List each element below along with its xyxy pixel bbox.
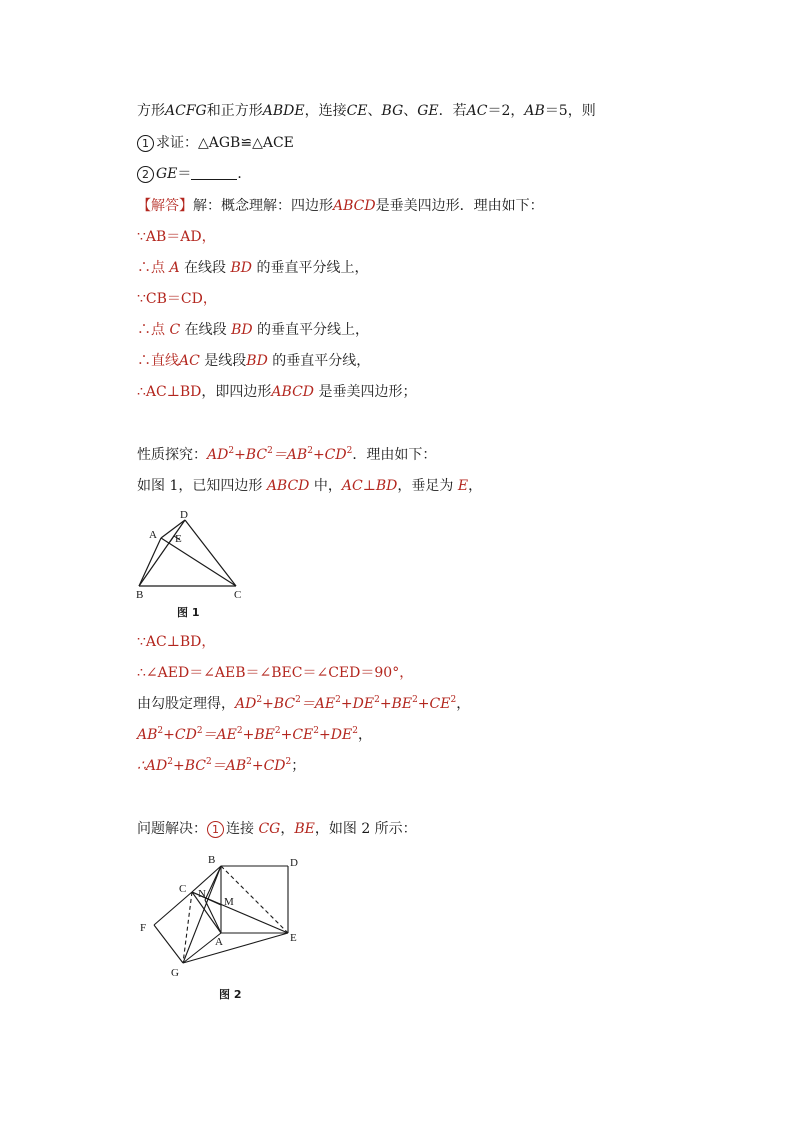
text: 是垂美四边形．理由如下： [375,198,544,214]
text: AB [137,727,158,743]
exponent: 2 [374,695,380,705]
solution-step-3 [137,289,217,309]
label-n: N [198,888,206,900]
problem-line-1 [137,101,596,121]
text: BD [230,260,252,276]
text: +CD [163,727,197,743]
text: 求证：△AGB≌△ACE [156,135,294,151]
text: AB [524,103,545,119]
reason-4 [137,725,372,745]
exponent: 2 [307,446,313,456]
exponent: 2 [450,695,457,705]
exponent: 2 [196,726,203,736]
text: BD [231,322,253,338]
text: AD [235,696,257,712]
solution-step-4 [137,320,369,340]
figure-1 [130,505,260,625]
exponent: 2 [313,726,320,736]
text: +CE [280,727,314,743]
answer-blank [191,165,237,180]
text: 连接 [226,821,254,837]
label-e: E [175,533,182,545]
text: 和正方形 [206,103,263,119]
text: ABCD [271,384,315,400]
text: ACFG [165,103,207,119]
text: ，连接 [304,103,347,119]
text: 解：概念理解：四边形 [193,198,333,214]
text: AC⊥BD [341,478,398,494]
text: C [169,322,181,338]
text: ∵AB＝AD， [137,229,216,245]
text: AC [466,103,488,119]
exponent: 2 [267,446,273,456]
text: 方形 [137,103,165,119]
text: ∴直线 [137,353,179,369]
segment-dc [185,520,236,586]
reason-3 [137,694,470,714]
text: ，垂足为 [397,478,454,494]
exponent: 2 [285,757,292,767]
answer-tag: 【解答】 [137,198,193,214]
circled-number: 2 [137,166,154,183]
text: ∵CB＝CD， [137,291,217,307]
label-m: M [224,896,234,908]
label-d: D [290,857,298,869]
exponent: 2 [412,695,418,705]
text: CG [258,821,281,837]
text: ∴AC⊥BD [137,384,202,400]
text: 是线段 [204,353,247,369]
label-b: B [208,854,216,866]
text: BG [381,103,404,119]
text: +BE [379,696,413,712]
text: GE [417,103,439,119]
solution-intro [137,196,544,216]
text: ＝5，则 [544,103,596,119]
text: +BC [172,758,206,774]
text: ＝AE [202,727,237,743]
text: BE [294,821,315,837]
text: ＝AB [272,447,308,463]
label-e: E [290,932,297,944]
text: 中， [313,478,342,494]
question-1 [137,133,294,153]
text: CE [346,103,368,119]
segment-ba [139,538,161,586]
label-a: A [215,936,223,948]
text: AC [179,353,200,369]
text: +DE [340,696,375,712]
exponent: 2 [274,726,281,736]
text: ， [280,821,295,837]
label-b: B [136,589,144,601]
circled-number: 1 [137,135,154,152]
text: 、 [403,103,418,119]
text: +BE [242,727,275,743]
solution-step-6 [137,382,416,402]
text: ＝AE [300,696,336,712]
text: ∵AC⊥BD， [137,634,216,650]
text: ABDE [262,103,305,119]
property-given [137,476,482,496]
text: ． [237,166,252,182]
figure-2 [135,850,310,1005]
label-g: G [171,967,179,979]
text: 由勾股定理得， [137,696,235,712]
label-d: D [180,509,188,521]
text: +BC [234,447,268,463]
reason-1 [137,632,215,652]
exponent: 2 [346,446,353,456]
segment-ac [161,538,236,586]
text: ∴∠AED＝∠AEB＝∠BEC＝∠CED＝90°， [137,665,414,681]
text: ABCD [333,198,376,214]
text: +CE [417,696,451,712]
exponent: 2 [352,726,358,736]
label-c: C [234,589,242,601]
exponent: 2 [256,695,263,705]
text: GE [156,166,178,182]
reason-2 [137,663,413,683]
text: A [169,260,180,276]
text: ∴点 [137,322,165,338]
exponent: 2 [236,726,243,736]
reason-5 [137,756,305,776]
solution-step-2 [137,258,368,278]
label-c: C [179,883,187,895]
exponent: 2 [335,695,341,705]
text: ．若 [438,103,467,119]
question-2 [137,164,251,184]
solve-intro [137,819,417,839]
text: ，即四边形 [201,384,272,400]
text: 性质探究： [137,447,207,463]
text: 问题解决： [137,821,207,837]
text: ， [456,696,471,712]
text: +BC [262,696,296,712]
exponent: 2 [157,726,164,736]
exponent: 2 [167,757,173,767]
figure-1-caption: 图 1 [177,606,200,619]
text: 的垂直平分线上， [256,260,369,276]
exponent: 2 [205,757,212,767]
text: ， [357,727,372,743]
text: 、 [367,103,382,119]
text: 的垂直平分线上， [257,322,370,338]
text: ．理由如下： [352,447,437,463]
text: 如图 1，已知四边形 [137,478,263,494]
text: 在线段 [184,260,227,276]
segment-bd [139,520,185,586]
label-a: A [149,529,157,541]
text: 在线段 [184,322,227,338]
text: 是垂美四边形； [318,384,417,400]
text: +CD [312,447,347,463]
solution-step-5 [137,351,370,371]
text: ； [291,758,306,774]
text: ，如图 2 所示： [314,821,417,837]
text: 的垂直平分线， [272,353,371,369]
property-statement [137,445,436,465]
text: ＝2， [487,103,525,119]
exponent: 2 [295,695,301,705]
text: AD [207,447,229,463]
text: ABCD [266,478,310,494]
text: BD [246,353,268,369]
label-f: F [140,922,147,934]
text: E [457,478,469,494]
text: +CD [251,758,286,774]
text: +DE [319,727,353,743]
solution-step-1 [137,227,216,247]
circled-number: 1 [207,821,224,838]
text: ＝ [177,166,192,182]
text: ＝AB [211,758,247,774]
text: ∴点 [137,260,165,276]
text: ∴AD [137,758,168,774]
figure-2-caption: 图 2 [219,988,242,1001]
exponent: 2 [228,446,235,456]
text: ， [468,478,483,494]
exponent: 2 [246,757,252,767]
